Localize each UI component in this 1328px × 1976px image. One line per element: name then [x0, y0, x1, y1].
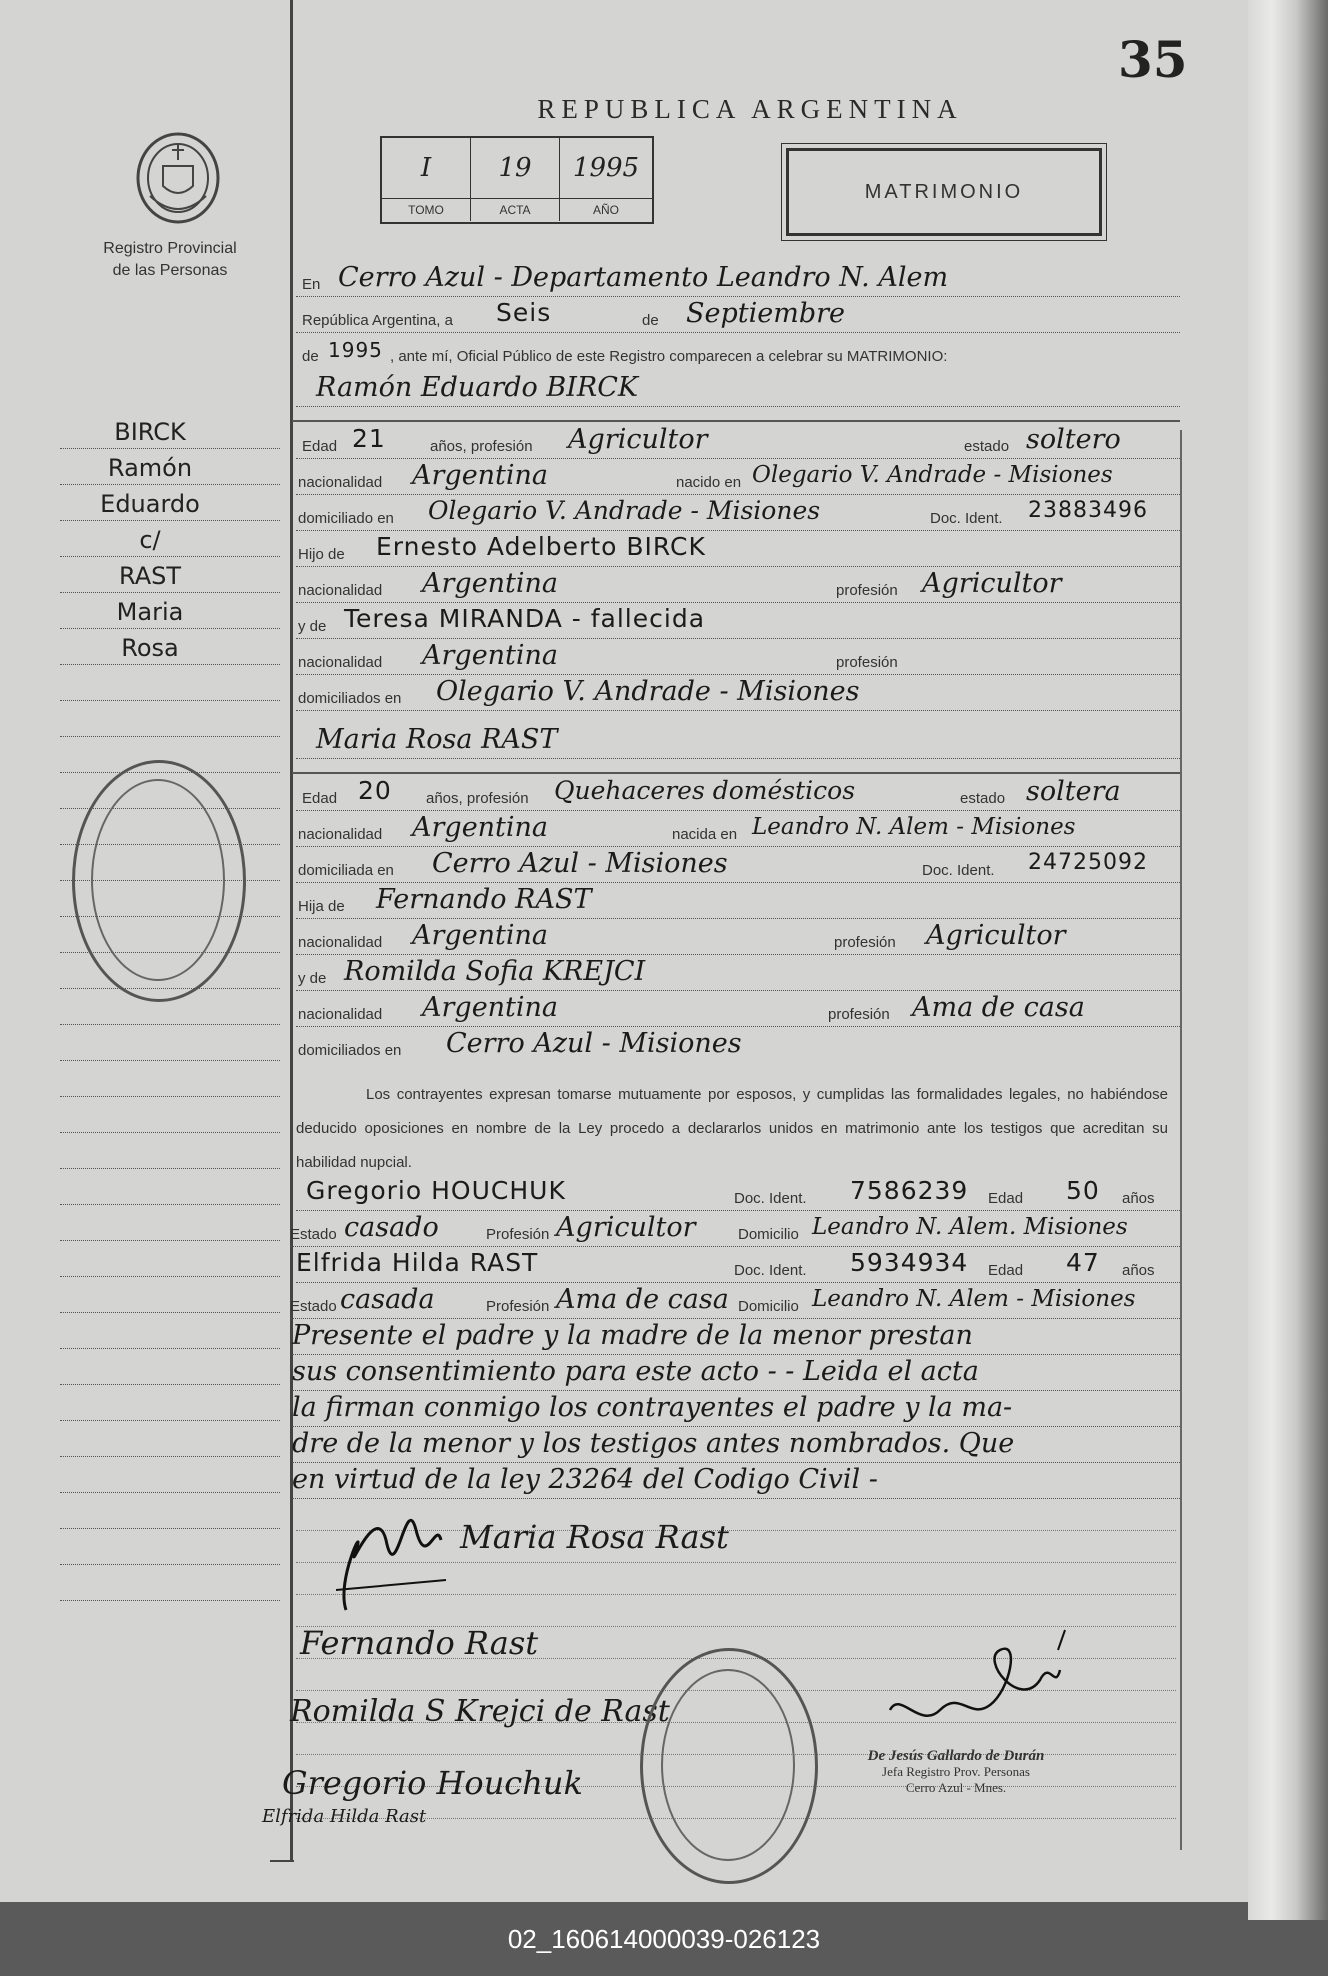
- groom-mother: Teresa MIRANDA - fallecida: [344, 604, 706, 633]
- official-title: Jefa Registro Prov. Personas: [882, 1764, 1030, 1779]
- groom-father-profession: Agricultor: [922, 568, 1062, 599]
- margin-ruled-line: [60, 1060, 280, 1061]
- declaration-paragraph: Los contrayentes expresan tomarse mutuamente por esposos, y cumplidas las formalidades legales, no habiéndose deducido oposiciones en nombre de la Ley procedo a declararlos unidos en matrimonio ante los testigos que acreditan su habilidad nupcial.: [296, 1086, 1168, 1171]
- observation-text: dre de la menor y los testigos antes nombrados. Que: [292, 1428, 1015, 1459]
- profesion-label: profesión: [834, 934, 896, 951]
- witness-2-status: casada: [340, 1284, 435, 1315]
- registry-name: [80, 238, 260, 282]
- estado-label: Estado: [290, 1298, 337, 1315]
- margin-ruled-line: [60, 628, 280, 629]
- bride-father-nationality: Argentina: [412, 920, 549, 951]
- right-margin-rule: [1180, 430, 1182, 1850]
- profesion-label: profesión: [836, 582, 898, 599]
- profesion-label: profesión: [836, 654, 898, 671]
- acta-label: ACTA: [471, 198, 560, 221]
- margin-ruled-line: [60, 484, 280, 485]
- official-stamp-text: [826, 1748, 1086, 1796]
- groom-mother-nat-line: [296, 640, 1180, 675]
- witness-2-profession: Ama de casa: [556, 1284, 729, 1315]
- edad-label: Edad: [988, 1262, 1024, 1279]
- nacionalidad-label: nacionalidad: [298, 934, 383, 951]
- anos-label: años: [1122, 1262, 1155, 1279]
- groom-doc: 23883496: [1028, 498, 1148, 523]
- month-value: Septiembre: [686, 298, 845, 329]
- profesion-label: años, profesión: [426, 790, 529, 807]
- groom-signature-icon: [326, 1480, 456, 1630]
- groom-name: Ramón Eduardo BIRCK: [316, 372, 639, 403]
- edad-label: Edad: [988, 1190, 1024, 1207]
- bride-profession: Quehaceres domésticos: [554, 776, 856, 805]
- edad-label: Edad: [302, 438, 338, 455]
- witness-1-doc: 7586239: [850, 1176, 969, 1205]
- y-de-label: y de: [298, 618, 327, 635]
- witness-1-age: 50: [1066, 1176, 1100, 1205]
- groom-parents-domicile: Olegario V. Andrade - Misiones: [436, 676, 860, 707]
- bride-domicile-line: [296, 848, 1180, 883]
- year-value: 1995: [328, 338, 383, 362]
- margin-ruled-line: [60, 1024, 280, 1025]
- nacionalidad-label: nacionalidad: [298, 474, 383, 491]
- margin-ruled-line: [60, 1600, 280, 1601]
- bride-status: soltera: [1026, 776, 1121, 807]
- estado-label: estado: [960, 790, 1006, 807]
- domiciliado-label: domiciliado en: [298, 510, 394, 527]
- mother-signature: Romilda S Krejci de Rast: [290, 1694, 670, 1729]
- bride-mother: Romilda Sofia KREJCI: [344, 956, 646, 987]
- official-location: Cerro Azul - Mnes.: [905, 1780, 1007, 1795]
- bride-parents-domicile: Cerro Azul - Misiones: [446, 1028, 742, 1059]
- place-line: [296, 262, 1180, 297]
- witness-1-signature: Gregorio Houchuk: [282, 1764, 583, 1802]
- profesion-label: profesión: [828, 1006, 890, 1023]
- bride-nationality: Argentina: [412, 812, 549, 843]
- margin-ruled-line: [60, 736, 280, 737]
- coat-of-arms-icon: [128, 126, 228, 226]
- margin-ruled-line: [60, 556, 280, 557]
- signature-stamp: [640, 1648, 818, 1884]
- de-label: de: [642, 312, 659, 329]
- margin-ruled-line: [60, 1276, 280, 1277]
- margin-note-line: Eduardo: [100, 490, 200, 518]
- bride-age-line: [296, 776, 1180, 811]
- doc-label: Doc. Ident.: [930, 510, 1003, 527]
- bride-mother-line: [296, 956, 1180, 991]
- nacionalidad-label: nacionalidad: [298, 1006, 383, 1023]
- margin-ruled-line: [60, 1384, 280, 1385]
- tomo-value: I: [382, 138, 471, 198]
- doc-label: Doc. Ident.: [734, 1262, 807, 1279]
- groom-father-line: [296, 532, 1180, 567]
- margin-ruled-line: [60, 664, 280, 665]
- witness-2-domicile: Leandro N. Alem - Misiones: [812, 1286, 1136, 1312]
- domiciliados-label: domiciliados en: [298, 1042, 402, 1059]
- bride-doc: 24725092: [1028, 850, 1148, 875]
- bride-mother-profession: Ama de casa: [912, 992, 1085, 1023]
- date-line: [296, 298, 1180, 333]
- profesion-label: Profesión: [486, 1298, 550, 1315]
- profesion-label: años, profesión: [430, 438, 533, 455]
- section-divider: [292, 772, 1180, 774]
- margin-ruled-line: [60, 1240, 280, 1241]
- domiciliada-label: domiciliada en: [298, 862, 394, 879]
- witness-2-line: [296, 1248, 1180, 1283]
- registry-line-2: de las Personas: [112, 262, 228, 279]
- republica-label: República Argentina, a: [302, 312, 453, 329]
- bride-father: Fernando RAST: [376, 884, 592, 915]
- witness-2-name: Elfrida Hilda RAST: [296, 1248, 539, 1277]
- nacido-label: nacido en: [676, 474, 742, 491]
- tomo-label: TOMO: [382, 198, 471, 221]
- margin-ruled-line: [60, 592, 280, 593]
- y-de-label: y de: [298, 970, 327, 987]
- margin-note-line: Rosa: [121, 634, 179, 662]
- witness-2-details-line: [290, 1284, 1180, 1319]
- left-margin-rule: [290, 0, 293, 1862]
- groom-domicile: Olegario V. Andrade - Misiones: [428, 496, 821, 525]
- domiciliados-label: domiciliados en: [298, 690, 402, 707]
- bride-father-profession: Agricultor: [926, 920, 1066, 951]
- observation-text: la firman conmigo los contrayentes el padre y la ma-: [292, 1392, 1013, 1423]
- nacida-label: nacida en: [672, 826, 738, 843]
- margin-ruled-line: [60, 1456, 280, 1457]
- hijo-label: Hijo de: [298, 546, 345, 563]
- record-type-box: MATRIMONIO: [786, 148, 1102, 236]
- groom-age: 21: [352, 424, 386, 453]
- margin-ruled-line: [60, 1528, 280, 1529]
- groom-father-nat-line: [296, 568, 1180, 603]
- intro-line: [296, 334, 1180, 368]
- bride-father-nat-line: [296, 920, 1180, 955]
- groom-father-nationality: Argentina: [422, 568, 559, 599]
- margin-ruled-line: [60, 1420, 280, 1421]
- official-name: De Jesús Gallardo de Durán: [867, 1748, 1045, 1764]
- en-label: En: [302, 276, 321, 293]
- witness-1-profession: Agricultor: [556, 1212, 696, 1243]
- margin-note-line: c/: [139, 526, 161, 554]
- margin-ruled-line: [60, 1168, 280, 1169]
- margin-note-line: BIRCK: [114, 418, 186, 446]
- groom-domicile-line: [296, 496, 1180, 531]
- bride-nationality-line: [296, 812, 1180, 847]
- bride-mother-nat-line: [296, 992, 1180, 1027]
- edad-label: Edad: [302, 790, 338, 807]
- observation-line: [292, 1356, 1180, 1391]
- ano-value: 1995: [572, 153, 640, 183]
- groom-mother-line: [296, 604, 1180, 639]
- margin-stamp: [72, 760, 246, 1002]
- ano-label: AÑO: [560, 198, 652, 221]
- bride-name-line: [296, 724, 1180, 759]
- page-number: 35: [1118, 30, 1188, 89]
- witness-1-name: Gregorio HOUCHUK: [306, 1176, 566, 1205]
- witness-2-doc: 5934934: [850, 1248, 969, 1277]
- estado-label: estado: [964, 438, 1010, 455]
- bride-mother-nationality: Argentina: [422, 992, 559, 1023]
- bride-signature: Maria Rosa Rast: [460, 1518, 729, 1556]
- de-year-label: de: [302, 348, 319, 365]
- margin-ruled-line: [60, 1312, 280, 1313]
- domicilio-label: Domicilio: [738, 1226, 799, 1243]
- bride-father-line: [296, 884, 1180, 919]
- bride-name: Maria Rosa RAST: [316, 724, 558, 755]
- section-divider: [292, 420, 1180, 422]
- registry-line-1: Registro Provincial: [103, 240, 237, 257]
- witness-2-signature: Elfrida Hilda Rast: [262, 1806, 427, 1827]
- doc-label: Doc. Ident.: [734, 1190, 807, 1207]
- margin-note-line: Ramón: [107, 454, 193, 482]
- observation-line: [292, 1320, 1180, 1355]
- margin-ruled-line: [60, 700, 280, 701]
- left-margin-rule-foot: [270, 1860, 294, 1862]
- observation-text: en virtud de la ley 23264 del Codigo Civil -: [292, 1464, 878, 1495]
- acta-value: 19: [471, 138, 560, 198]
- record-number-box: [380, 136, 654, 224]
- profesion-label: Profesión: [486, 1226, 550, 1243]
- groom-status: soltero: [1026, 424, 1121, 455]
- bride-birthplace: Leandro N. Alem - Misiones: [752, 814, 1076, 840]
- day-value: Seis: [496, 298, 552, 327]
- margin-ruled-line: [60, 1132, 280, 1133]
- witness-1-line: [296, 1176, 1180, 1211]
- witness-2-age: 47: [1066, 1248, 1100, 1277]
- observation-text: sus consentimiento para este acto - - Leida el acta: [292, 1356, 979, 1387]
- groom-age-line: [296, 424, 1180, 459]
- hija-label: Hija de: [298, 898, 345, 915]
- image-id-caption: 02_160614000039-026123: [507, 1924, 821, 1954]
- observation-text: Presente el padre y la madre de la menor prestan: [292, 1320, 973, 1351]
- observation-line: [292, 1392, 1180, 1427]
- margin-ruled-line: [60, 1348, 280, 1349]
- bride-domicile: Cerro Azul - Misiones: [432, 848, 728, 879]
- anos-label: años: [1122, 1190, 1155, 1207]
- bride-parents-domicile-line: [296, 1028, 1180, 1062]
- nacionalidad-label: nacionalidad: [298, 654, 383, 671]
- groom-nationality-line: [296, 460, 1180, 495]
- official-signature-icon: [880, 1620, 1080, 1740]
- nacionalidad-label: nacionalidad: [298, 582, 383, 599]
- margin-note-line: Maria: [116, 598, 184, 626]
- margin-note-line: RAST: [118, 562, 181, 590]
- witness-1-status: casado: [344, 1212, 439, 1243]
- margin-ruled-line: [60, 1492, 280, 1493]
- groom-father: Ernesto Adelberto BIRCK: [376, 532, 706, 561]
- estado-label: Estado: [290, 1226, 337, 1243]
- margin-ruled-line: [60, 448, 280, 449]
- father-signature: Fernando Rast: [300, 1624, 539, 1662]
- page-edge: [1248, 0, 1328, 1920]
- margin-ruled-line: [60, 1096, 280, 1097]
- groom-nationality: Argentina: [412, 460, 549, 491]
- place-value: Cerro Azul - Departamento Leandro N. Alem: [338, 262, 949, 293]
- margin-ruled-line: [60, 1564, 280, 1565]
- margin-ruled-line: [60, 1204, 280, 1205]
- groom-profession: Agricultor: [568, 424, 708, 455]
- nacionalidad-label: nacionalidad: [298, 826, 383, 843]
- groom-parents-domicile-line: [296, 676, 1180, 711]
- witness-1-details-line: [290, 1212, 1180, 1247]
- groom-name-line: [296, 372, 1180, 407]
- margin-ruled-line: [60, 520, 280, 521]
- doc-label: Doc. Ident.: [922, 862, 995, 879]
- intro-text: , ante mí, Oficial Público de este Registro comparecen a celebrar su MATRIMONIO:: [390, 348, 948, 365]
- witness-1-domicile: Leandro N. Alem. Misiones: [812, 1214, 1128, 1240]
- groom-mother-nationality: Argentina: [422, 640, 559, 671]
- groom-birthplace: Olegario V. Andrade - Misiones: [752, 462, 1113, 488]
- document-title: REPUBLICA ARGENTINA: [537, 94, 963, 124]
- bride-age: 20: [358, 776, 392, 805]
- observation-line: [292, 1428, 1180, 1463]
- domicilio-label: Domicilio: [738, 1298, 799, 1315]
